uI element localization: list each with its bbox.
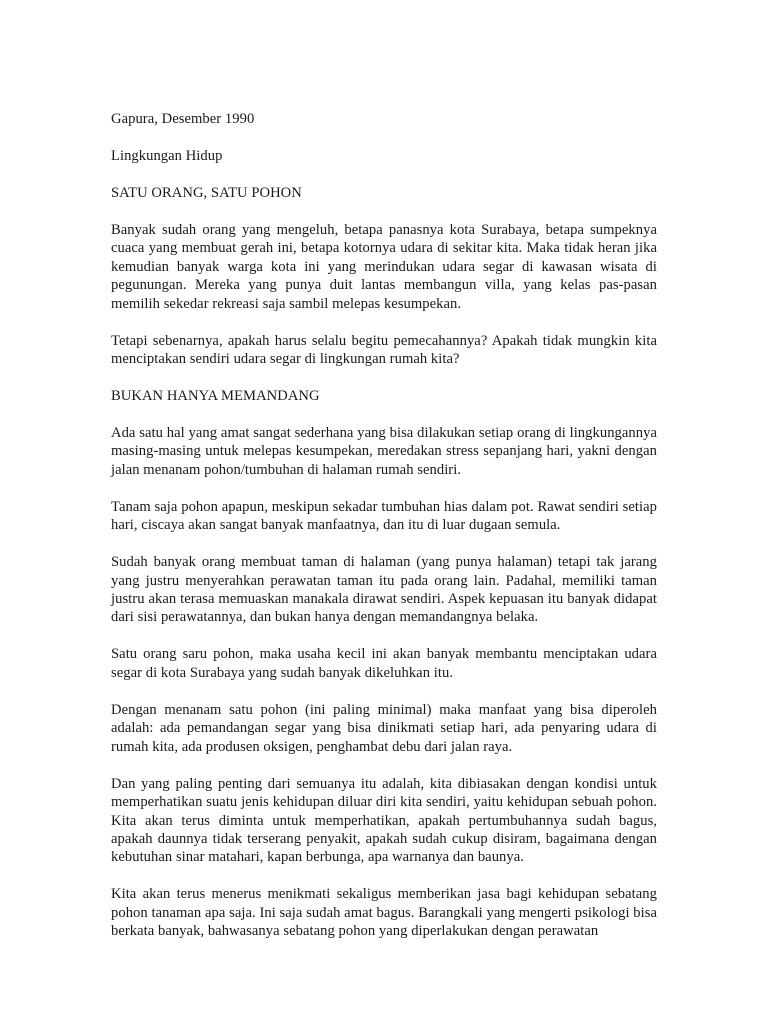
paragraph: Banyak sudah orang yang mengeluh, betapa panasnya kota Surabaya, betapa sumpeknya cuaca yang membuat gerah ini, betapa kotornya udara di sekitar kita. Maka tidak heran jika kemudian banyak warga kota ini yang merindukan udara segar di kawasan wisata di pegunungan. Mereka yang punya duit lantas membangun villa, yang kelas pas-pasan memilih sekedar rekreasi saja sambil melepas kesumpekan. (111, 222, 657, 312)
document-body (111, 110, 657, 959)
paragraph: Dengan menanam satu pohon (ini paling minimal) maka manfaat yang bisa diperoleh adalah: ada pemandangan segar yang bisa dinikmati setiap hari, ada penyaring udara di rumah kita, ada produsen oksigen, penghambat debu dari jalan raya. (111, 701, 657, 755)
paragraph: Tetapi sebenarnya, apakah harus selalu begitu pemecahannya? Apakah tidak mungkin kita menciptakan sendiri udara segar di lingkungan rumah kita? (111, 332, 657, 368)
paragraph: Tanam saja pohon apapun, meskipun sekadar tumbuhan hias dalam pot. Rawat sendiri setiap hari, ciscaya akan sangat banyak manfaatnya, dan itu di luar dugaan semula. (111, 498, 657, 534)
paragraph: Sudah banyak orang membuat taman di halaman (yang punya halaman) tetapi tak jarang yang justru menyerahkan perawatan taman itu pada orang lain. Padahal, memiliki taman justru akan terasa memuaskan manakala dirawat sendiri. Aspek kepuasan itu banyak didapat dari sisi perawatannya, dan bukan hanya dengan memandangnya belaka. (111, 554, 657, 626)
article-title: SATU ORANG, SATU POHON (111, 185, 302, 201)
section-label: Lingkungan Hidup (111, 148, 223, 164)
paragraph: Ada satu hal yang amat sangat sederhana yang bisa dilakukan setiap orang di lingkungannya masing-masing untuk melepas kesumpekan, meredakan stress sepanjang hari, yakni dengan jalan menanam pohon/tumbuhan di halaman rumah sendiri. (111, 425, 657, 478)
dateline: Gapura, Desember 1990 (111, 111, 255, 127)
paragraph: Kita akan terus menerus menikmati sekaligus memberikan jasa bagi kehidupan sebatang pohon tanaman apa saja. Ini saja sudah amat bagus. Barangkali yang mengerti psikologi bisa berkata banyak, bahwasanya sebatang pohon yang diperlakukan dengan perawatan (111, 886, 657, 940)
subheading: BUKAN HANYA MEMANDANG (111, 388, 320, 405)
paragraph: Dan yang paling penting dari semuanya itu adalah, kita dibiasakan dengan kondisi untuk memperhatikan suatu jenis kehidupan diluar diri kita sendiri, yaitu kehidupan sebuah pohon. Kita akan terus diminta untuk memperhatikan, apakah pertumbuhannya sudah bagus, apakah daunnya tidak terserang penyakit, apakah sudah cukup disiram, bagaimana dengan kebutuhan sinar matahari, kapan berbunga, apa warnanya dan baunya. (111, 775, 657, 866)
paragraph: Satu orang saru pohon, maka usaha kecil ini akan banyak membantu menciptakan udara segar di kota Surabaya yang sudah banyak dikeluhkan itu. (111, 646, 657, 681)
